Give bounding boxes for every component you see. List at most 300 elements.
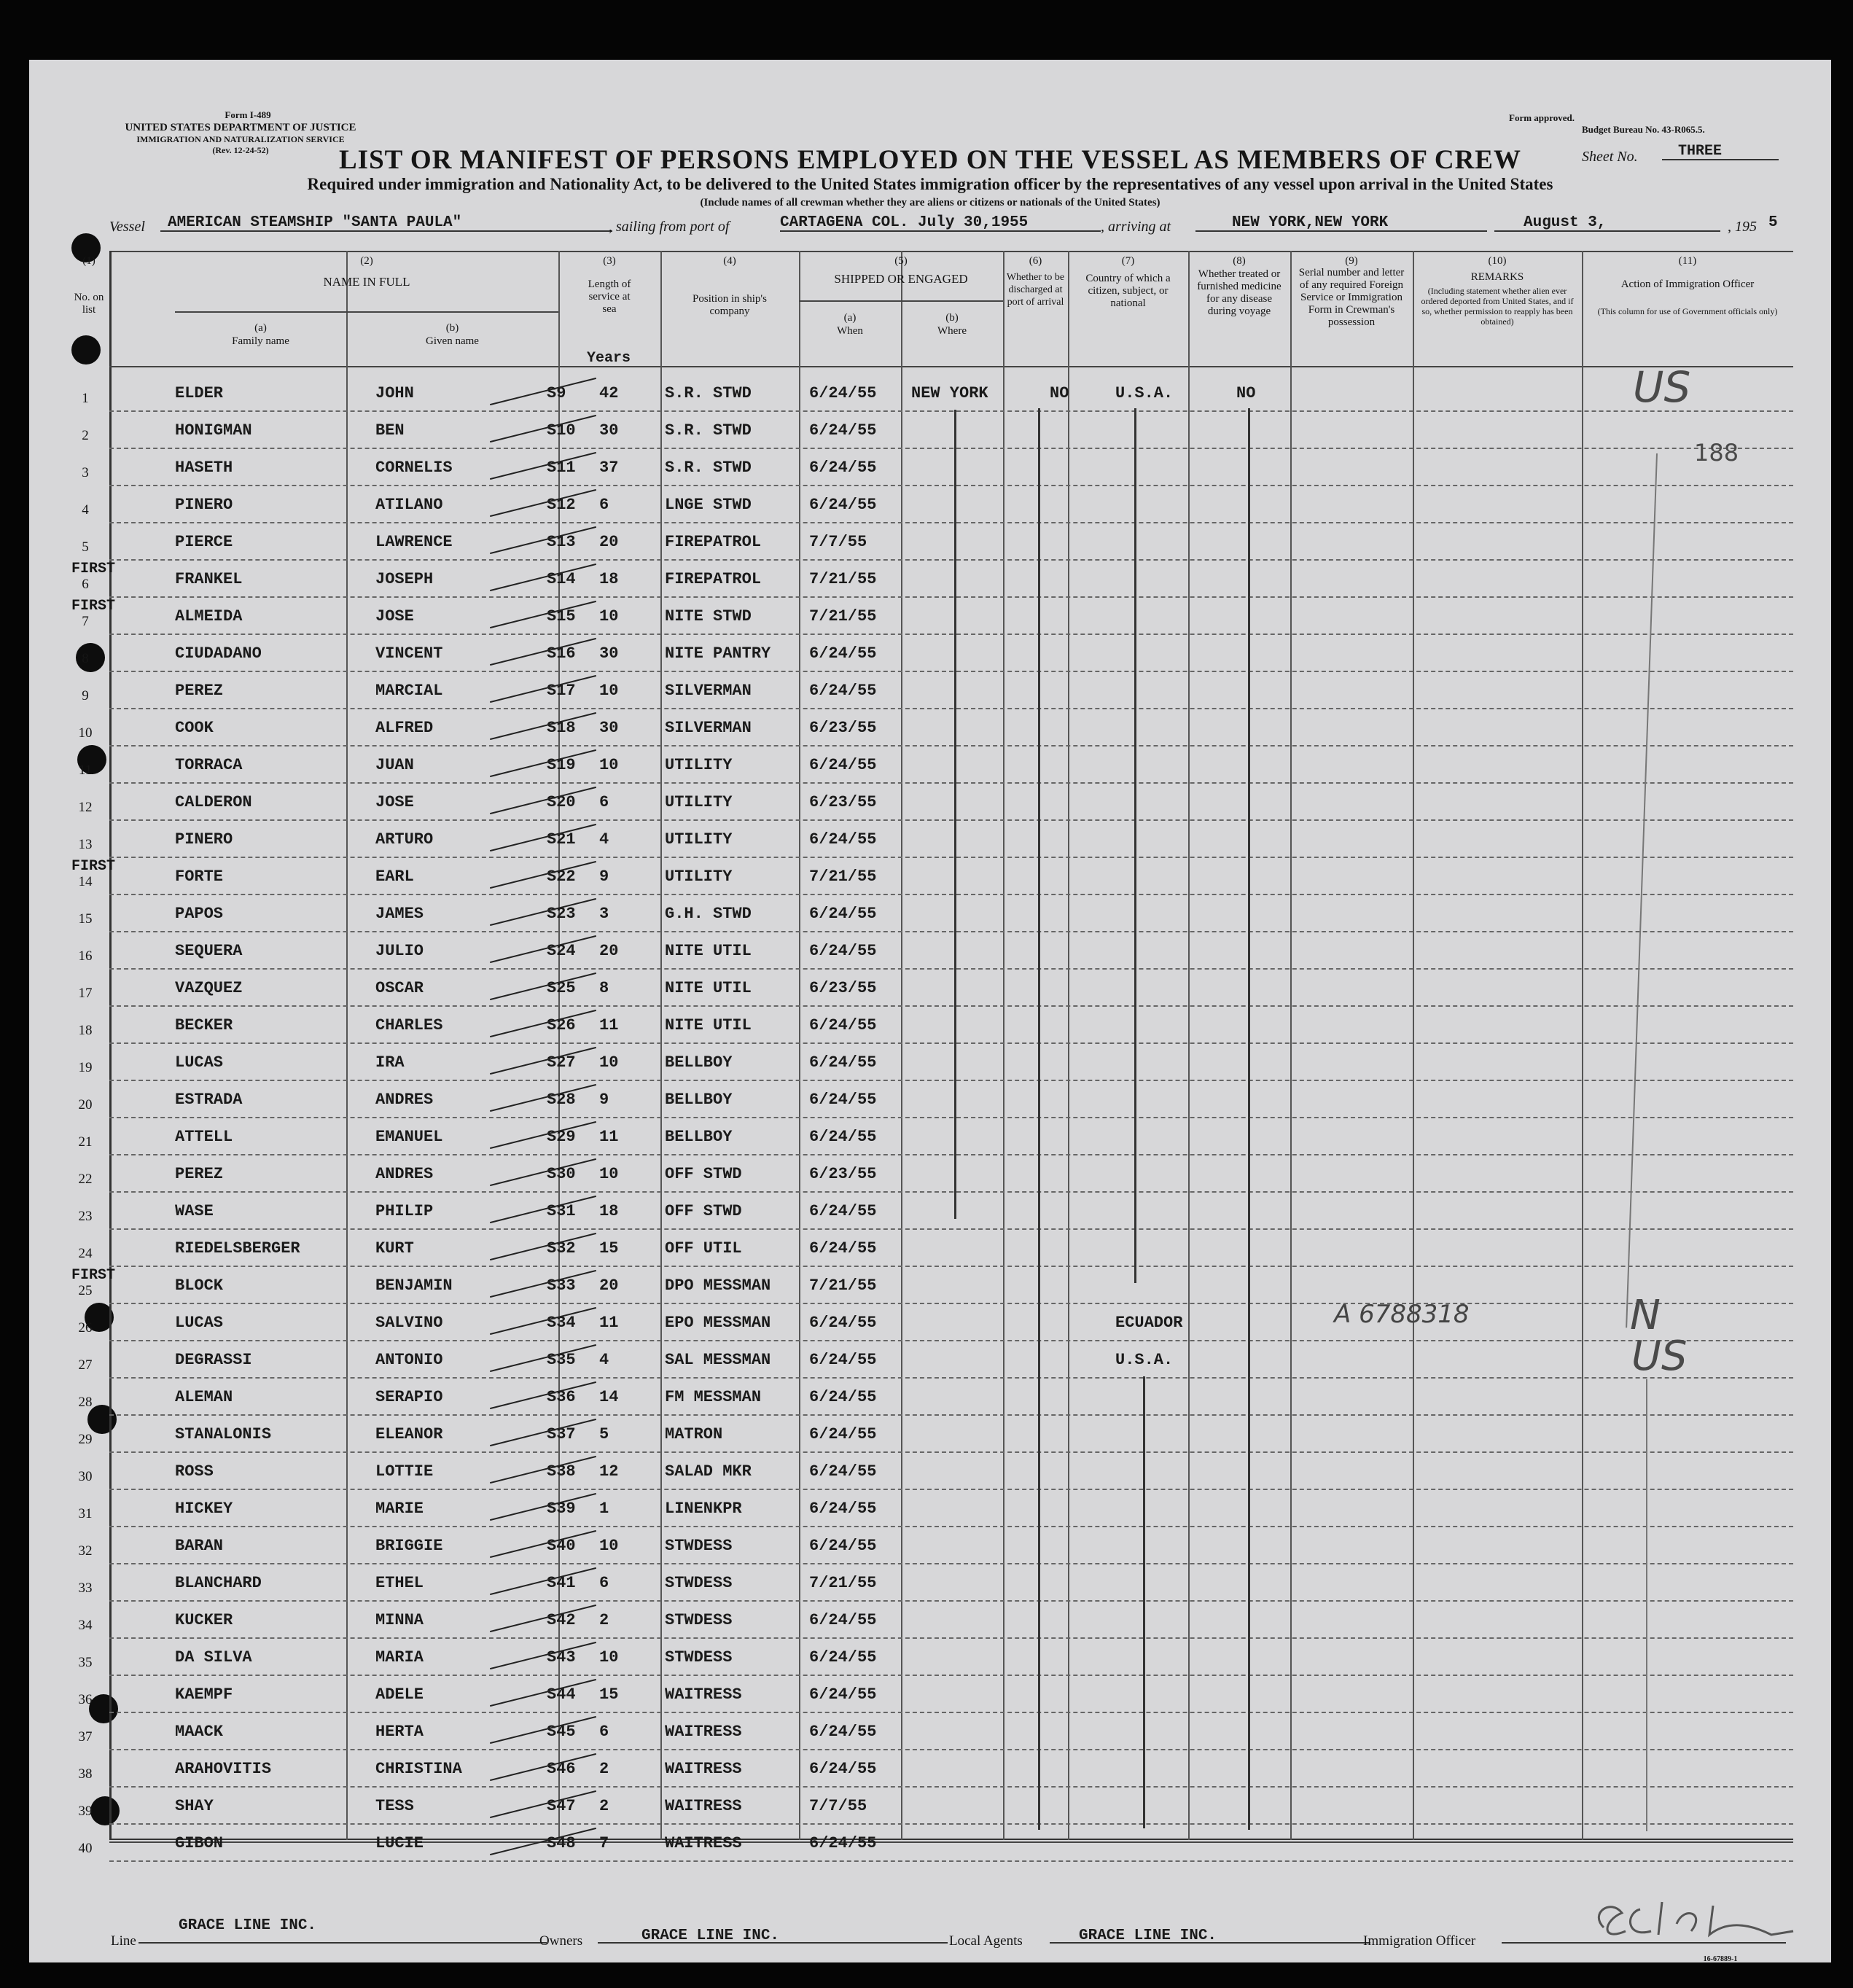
col2b-label: Given name [426, 335, 479, 347]
years-service: 20 [599, 942, 619, 960]
sheet-value: THREE [1678, 143, 1723, 160]
row-number: 17 [78, 986, 93, 1001]
shipped-when: 6/24/55 [809, 1685, 877, 1704]
given-name: CHARLES [375, 1016, 443, 1034]
table-row [109, 634, 1793, 672]
col3-label: Length of service at sea [588, 278, 631, 315]
table-row [109, 745, 1793, 784]
years-service: 14 [599, 1388, 619, 1406]
table-row [109, 708, 1793, 747]
discharge: NO [1050, 384, 1069, 402]
position: FM MESSMAN [665, 1388, 762, 1406]
year-prefix: , 195 [1728, 219, 1757, 235]
years-service: 3 [599, 905, 609, 923]
punch-hole [71, 335, 101, 365]
row-number: 12 [78, 800, 93, 815]
years-service: 30 [599, 719, 619, 737]
annotation-us-27: US [1631, 1333, 1688, 1380]
given-name: ELEANOR [375, 1425, 443, 1443]
form-approved: Form approved. [1509, 112, 1575, 123]
row-number: 32 [78, 1543, 93, 1559]
crew-code: S14 [547, 570, 576, 588]
given-name: MARIA [375, 1648, 424, 1667]
table-row [109, 1005, 1793, 1044]
years-service: 11 [599, 1314, 619, 1332]
table-row [109, 1563, 1793, 1602]
given-name: TESS [375, 1797, 414, 1815]
col8-label: Whether treated or furnished medicine for any disease during voyage [1197, 268, 1282, 317]
years-service: 30 [599, 421, 619, 440]
col4-num: (4) [723, 255, 736, 267]
position: WAITRESS [665, 1834, 742, 1852]
sailing-label: , sailing from port of [609, 219, 730, 235]
crew-code: S22 [547, 868, 576, 886]
shipped-when: 6/23/55 [809, 979, 877, 997]
service: IMMIGRATION AND NATURALIZATION SERVICE [136, 134, 345, 144]
col10-note: (Including statement whether alien ever ordered deported from United States, and if so, whether permission to reapply has been obtained) [1421, 286, 1574, 327]
first-trip-mark: FIRST [71, 1267, 116, 1284]
table-row [109, 1377, 1793, 1416]
row-number: 24 [78, 1246, 93, 1261]
shipped-when: 6/24/55 [809, 830, 877, 849]
table-row [109, 522, 1793, 561]
position: NITE UTIL [665, 979, 752, 997]
shipped-when: 7/7/55 [809, 533, 867, 551]
given-name: ARTURO [375, 830, 434, 849]
shipped-when: 6/24/55 [809, 1500, 877, 1518]
family-name: DEGRASSI [175, 1351, 252, 1369]
row-number: 33 [78, 1580, 93, 1596]
required-statement: Required under immigration and Nationality Act, to be delivered to the United States immigration officer by the representatives of any vessel upon arrival in the United States [307, 175, 1553, 193]
years-service: 12 [599, 1462, 619, 1481]
years-service: 37 [599, 459, 619, 477]
table-row [109, 1526, 1793, 1564]
annotation-count: 188 [1694, 439, 1739, 467]
table-row [109, 671, 1793, 709]
crew-code: S15 [547, 607, 576, 625]
row-number: 15 [78, 911, 93, 927]
crew-code: S21 [547, 830, 576, 849]
table-row [109, 1117, 1793, 1155]
vessel-name: AMERICAN STEAMSHIP "SANTA PAULA" [168, 214, 462, 231]
shipped-when: 6/24/55 [809, 1723, 877, 1741]
col2a-label: Family name [232, 335, 289, 347]
table-row [109, 410, 1793, 449]
shipped-where: NEW YORK [911, 384, 988, 402]
years-service: 20 [599, 1276, 619, 1295]
table-row [109, 559, 1793, 598]
table-row [109, 1154, 1793, 1193]
col2-num: (2) [360, 255, 373, 267]
shipped-when: 6/24/55 [809, 421, 877, 440]
family-name: WASE [175, 1202, 214, 1220]
crew-code: S43 [547, 1648, 576, 1667]
years-service: 6 [599, 1574, 609, 1592]
table-row [109, 1300, 1793, 1341]
col5a-num: (a) [843, 312, 857, 324]
position: UTILITY [665, 756, 733, 774]
position: NITE UTIL [665, 1016, 752, 1034]
given-name: JULIO [375, 942, 424, 960]
given-name: LAWRENCE [375, 533, 453, 551]
shipped-when: 7/21/55 [809, 607, 877, 625]
given-name: CORNELIS [375, 459, 453, 477]
crew-code: S24 [547, 942, 576, 960]
years-service: 6 [599, 496, 609, 514]
crew-code: S16 [547, 644, 576, 663]
family-name: DA SILVA [175, 1648, 252, 1667]
crew-code: S48 [547, 1834, 576, 1852]
given-name: JUAN [375, 756, 414, 774]
col1-num: (1) [82, 255, 95, 267]
position: SAL MESSMAN [665, 1351, 771, 1369]
position: NITE STWD [665, 607, 752, 625]
col2-label: NAME IN FULL [323, 275, 410, 289]
family-name: PIERCE [175, 533, 233, 551]
row-number: 14 [78, 874, 93, 889]
position: LNGE STWD [665, 496, 752, 514]
position: NITE PANTRY [665, 644, 771, 663]
crew-code: S47 [547, 1797, 576, 1815]
table-row [109, 596, 1793, 635]
include-note: (Include names of all crewman whether they are aliens or citizens or nationals of the United States) [700, 197, 1160, 208]
crew-code: S10 [547, 421, 576, 440]
table-row [109, 1600, 1793, 1639]
row-number: 6 [82, 577, 89, 592]
table-row [109, 1637, 1793, 1676]
family-name: PINERO [175, 830, 233, 849]
years-service: 4 [599, 1351, 609, 1369]
position: STWDESS [665, 1537, 733, 1555]
row-number: 25 [78, 1283, 93, 1298]
years-service: 8 [599, 979, 609, 997]
row-number: 13 [78, 837, 93, 852]
row-number: 31 [78, 1506, 93, 1521]
position: OFF STWD [665, 1202, 742, 1220]
col5b-num: (b) [945, 312, 959, 324]
officer-label: Immigration Officer [1363, 1933, 1476, 1949]
row-number: 4 [82, 502, 89, 518]
shipped-when: 7/21/55 [809, 1276, 877, 1295]
crew-code: S33 [547, 1276, 576, 1295]
row-number: 10 [78, 725, 93, 741]
given-name: EMANUEL [375, 1128, 443, 1146]
shipped-when: 7/21/55 [809, 570, 877, 588]
given-name: BRIGGIE [375, 1537, 443, 1555]
form-number: Form I-489 [225, 109, 271, 120]
position: FIREPATROL [665, 570, 762, 588]
col4-label: Position in ship's company [693, 293, 767, 317]
col3-num: (3) [603, 255, 616, 267]
position: S.R. STWD [665, 384, 752, 402]
agents-label: Local Agents [949, 1933, 1023, 1949]
years-service: 10 [599, 682, 619, 700]
first-trip-mark: FIRST [71, 858, 116, 875]
position: WAITRESS [665, 1685, 742, 1704]
table-row [109, 1489, 1793, 1527]
position: BELLBOY [665, 1053, 733, 1072]
row-number: 2 [82, 428, 89, 443]
years-service: 2 [599, 1611, 609, 1629]
sheet-label: Sheet No. [1582, 149, 1638, 165]
position: S.R. STWD [665, 421, 752, 440]
family-name: LUCAS [175, 1053, 224, 1072]
years-service: 2 [599, 1760, 609, 1778]
position: UTILITY [665, 868, 733, 886]
position: S.R. STWD [665, 459, 752, 477]
crew-code: S35 [547, 1351, 576, 1369]
years-service: 10 [599, 1165, 619, 1183]
crew-code: S20 [547, 793, 576, 811]
col9-label: Serial number and letter of any required Foreign Service or Immigration Form in Crewman's possession [1298, 267, 1405, 328]
table-row [109, 1786, 1793, 1825]
country: U.S.A. [1115, 384, 1174, 402]
shipped-when: 6/24/55 [809, 1091, 877, 1109]
position: STWDESS [665, 1648, 733, 1667]
shipped-when: 6/24/55 [809, 459, 877, 477]
shipped-when: 6/24/55 [809, 1314, 877, 1332]
given-name: JOSE [375, 793, 414, 811]
shipped-when: 6/24/55 [809, 905, 877, 923]
shipped-when: 6/24/55 [809, 1648, 877, 1667]
given-name: SALVINO [375, 1314, 443, 1332]
position: G.H. STWD [665, 905, 752, 923]
table-row [109, 857, 1793, 895]
table-row [109, 1080, 1793, 1118]
years-service: 42 [599, 384, 619, 402]
col7-num: (7) [1121, 255, 1135, 267]
position: OFF UTIL [665, 1239, 742, 1258]
family-name: RIEDELSBERGER [175, 1239, 300, 1258]
family-name: ALMEIDA [175, 607, 243, 625]
years-service: 30 [599, 644, 619, 663]
years-service: 5 [599, 1425, 609, 1443]
col2a-num: (a) [254, 322, 267, 334]
family-name: ARAHOVITIS [175, 1760, 272, 1778]
col2b-num: (b) [445, 322, 459, 334]
given-name: HERTA [375, 1723, 424, 1741]
position: NITE UTIL [665, 942, 752, 960]
shipped-when: 7/21/55 [809, 868, 877, 886]
crew-code: S36 [547, 1388, 576, 1406]
table-row [109, 968, 1793, 1007]
col8-num: (8) [1233, 255, 1246, 267]
years-service: 1 [599, 1500, 609, 1518]
given-name: MINNA [375, 1611, 424, 1629]
col10-num: (10) [1488, 255, 1507, 267]
shipped-when: 6/24/55 [809, 942, 877, 960]
given-name: JAMES [375, 905, 424, 923]
col11-num: (11) [1678, 255, 1697, 267]
position: SALAD MKR [665, 1462, 752, 1481]
row-number: 5 [82, 539, 89, 555]
given-name: ALFRED [375, 719, 434, 737]
crew-code: S41 [547, 1574, 576, 1592]
table-row [109, 448, 1793, 486]
crew-code: S37 [547, 1425, 576, 1443]
country: ECUADOR [1115, 1314, 1183, 1332]
arrival-date: August 3, [1524, 214, 1607, 231]
medicine: NO [1236, 384, 1256, 402]
annotation-us: US [1633, 362, 1691, 412]
years-service: 9 [599, 1091, 609, 1109]
shipped-when: 6/24/55 [809, 756, 877, 774]
table-row [109, 1042, 1793, 1081]
family-name: PEREZ [175, 682, 224, 700]
years-service: 6 [599, 1723, 609, 1741]
family-name: HASETH [175, 459, 233, 477]
shipped-when: 6/24/55 [809, 1202, 877, 1220]
row-number: 16 [78, 948, 93, 964]
family-name: SHAY [175, 1797, 214, 1815]
row-number: 21 [78, 1134, 93, 1150]
crew-code: S42 [547, 1611, 576, 1629]
crew-code: S25 [547, 979, 576, 997]
family-name: VAZQUEZ [175, 979, 243, 997]
position: WAITRESS [665, 1797, 742, 1815]
years-service: 10 [599, 1648, 619, 1667]
years-service: 7 [599, 1834, 609, 1852]
serial-number: A 6788318 [1334, 1300, 1470, 1329]
col5-num: (5) [894, 255, 908, 267]
given-name: LOTTIE [375, 1462, 434, 1481]
shipped-when: 6/24/55 [809, 1760, 877, 1778]
row-number: 18 [78, 1023, 93, 1038]
years-service: 10 [599, 756, 619, 774]
crew-code: S9 [547, 384, 566, 402]
family-name: STANALONIS [175, 1425, 272, 1443]
given-name: LUCIE [375, 1834, 424, 1852]
years-service: 18 [599, 570, 619, 588]
family-name: PINERO [175, 496, 233, 514]
family-name: MAACK [175, 1723, 224, 1741]
crew-code: S29 [547, 1128, 576, 1146]
family-name: CIUDADANO [175, 644, 262, 663]
shipped-when: 6/23/55 [809, 1165, 877, 1183]
row-number: 35 [78, 1655, 93, 1670]
family-name: PAPOS [175, 905, 224, 923]
row-number: 40 [78, 1841, 93, 1856]
position: SILVERMAN [665, 719, 752, 737]
family-name: PEREZ [175, 1165, 224, 1183]
col3-unit: Years [586, 350, 631, 367]
col5-label: SHIPPED OR ENGAGED [834, 272, 968, 286]
row-number: 39 [78, 1804, 93, 1819]
given-name: BENJAMIN [375, 1276, 453, 1295]
table-row [109, 1191, 1793, 1230]
years-service: 10 [599, 607, 619, 625]
given-name: ETHEL [375, 1574, 424, 1592]
shipped-when: 6/24/55 [809, 1611, 877, 1629]
manifest-sheet [29, 60, 1831, 1962]
shipped-when: 6/24/55 [809, 1016, 877, 1034]
shipped-when: 6/24/55 [809, 1425, 877, 1443]
table-row [109, 1675, 1793, 1713]
crew-code: S23 [547, 905, 576, 923]
family-name: BECKER [175, 1016, 233, 1034]
position: DPO MESSMAN [665, 1276, 771, 1295]
table-row [109, 1823, 1793, 1862]
shipped-when: 6/24/55 [809, 1128, 877, 1146]
col1-label: No. on list [74, 292, 104, 316]
crew-code: S18 [547, 719, 576, 737]
years-service: 2 [599, 1797, 609, 1815]
position: STWDESS [665, 1574, 733, 1592]
row-number: 9 [82, 688, 89, 703]
revision: (Rev. 12-24-52) [212, 145, 269, 155]
row-number: 27 [78, 1357, 93, 1373]
table-row [109, 819, 1793, 858]
family-name: HICKEY [175, 1500, 233, 1518]
row-number: 1 [82, 391, 89, 406]
shipped-when: 6/24/55 [809, 1388, 877, 1406]
table-row [109, 1414, 1793, 1453]
family-name: ROSS [175, 1462, 214, 1481]
family-name: ELDER [175, 384, 224, 402]
shipped-when: 6/23/55 [809, 719, 877, 737]
crew-code: S12 [547, 496, 576, 514]
years-service: 15 [599, 1239, 619, 1258]
years-service: 4 [599, 830, 609, 849]
family-name: KUCKER [175, 1611, 233, 1629]
col11-label: Action of Immigration Officer [1620, 278, 1755, 290]
row-number: 8 [82, 651, 89, 666]
given-name: ADELE [375, 1685, 424, 1704]
first-trip-mark: FIRST [71, 598, 116, 615]
family-name: FORTE [175, 868, 224, 886]
shipped-when: 6/24/55 [809, 384, 877, 402]
position: STWDESS [665, 1611, 733, 1629]
owners-label: Owners [539, 1933, 583, 1949]
crew-code: S32 [547, 1239, 576, 1258]
family-name: COOK [175, 719, 214, 737]
table-row [109, 1712, 1793, 1750]
col11-note: (This column for use of Government officials only) [1597, 306, 1778, 316]
position: WAITRESS [665, 1760, 742, 1778]
sailing-port: CARTAGENA COL. July 30,1955 [780, 214, 1029, 231]
row-number: 36 [78, 1692, 93, 1707]
row-number: 19 [78, 1060, 93, 1075]
vessel-label: Vessel [109, 219, 145, 235]
given-name: JOHN [375, 384, 414, 402]
country: U.S.A. [1115, 1351, 1174, 1369]
family-name: BLOCK [175, 1276, 224, 1295]
family-name: GIBON [175, 1834, 224, 1852]
given-name: MARCIAL [375, 682, 443, 700]
row-number: 7 [82, 614, 89, 629]
position: BELLBOY [665, 1091, 733, 1109]
crew-code: S38 [547, 1462, 576, 1481]
table-row [109, 1451, 1793, 1490]
given-name: KURT [375, 1239, 414, 1258]
given-name: ATILANO [375, 496, 443, 514]
arriving-label: , arriving at [1101, 219, 1171, 235]
years-service: 10 [599, 1537, 619, 1555]
family-name: SEQUERA [175, 942, 243, 960]
given-name: SERAPIO [375, 1388, 443, 1406]
annotation-n: N [1630, 1292, 1661, 1339]
family-name: KAEMPF [175, 1685, 233, 1704]
page-title: LIST OR MANIFEST OF PERSONS EMPLOYED ON THE VESSEL AS MEMBERS OF CREW [339, 145, 1521, 175]
position: OFF STWD [665, 1165, 742, 1183]
shipped-when: 6/24/55 [809, 1239, 877, 1258]
given-name: ANTONIO [375, 1351, 443, 1369]
crew-code: S44 [547, 1685, 576, 1704]
officer-signature [1582, 1891, 1801, 1949]
given-name: OSCAR [375, 979, 424, 997]
years-service: 6 [599, 793, 609, 811]
years-service: 11 [599, 1128, 619, 1146]
